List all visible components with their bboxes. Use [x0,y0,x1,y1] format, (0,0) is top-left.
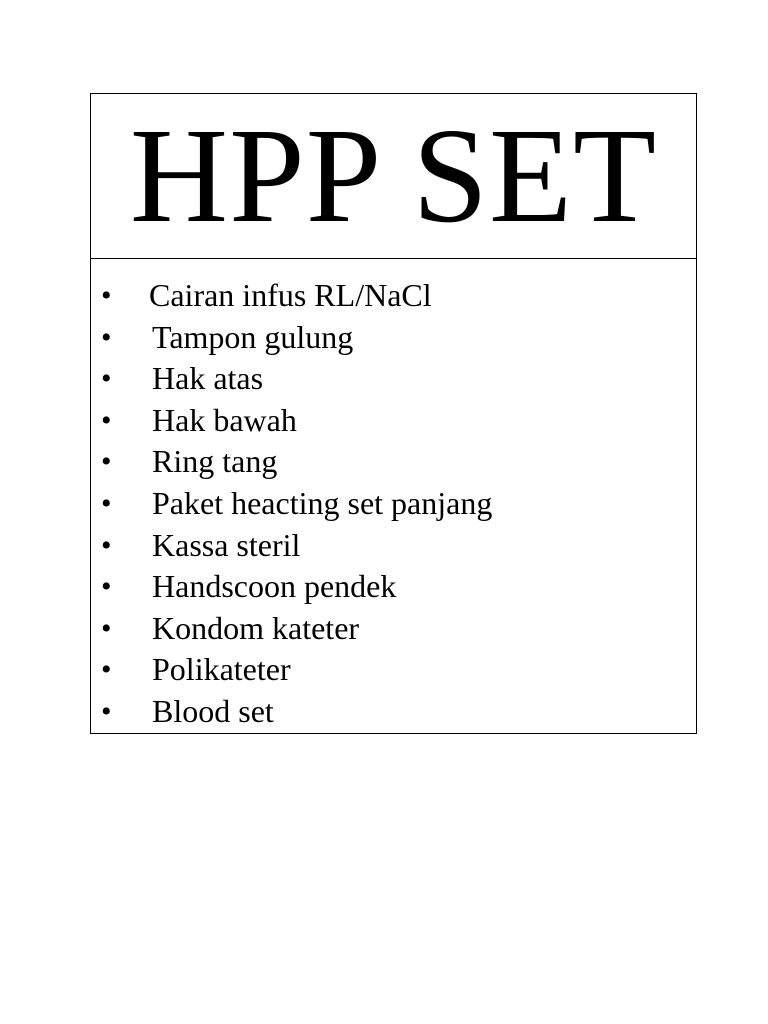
bullet-icon: • [101,694,112,728]
list-item [91,400,696,442]
list-item-label: Blood set [152,692,274,729]
items-row [91,259,697,734]
list-item [91,275,696,317]
list-item-label: Kassa steril [152,526,301,563]
bullet-icon: • [101,486,112,520]
list-item-label: Polikateter [152,651,291,688]
bullet-icon: • [101,570,112,604]
list-item [91,358,696,400]
list-item [91,483,696,525]
list-item [91,649,696,691]
list-item-label: Ring tang [152,443,278,480]
bullet-icon: • [101,320,112,354]
list-item-label: Tampon gulung [152,318,354,355]
list-item [91,566,696,608]
bullet-icon: • [101,528,112,562]
bullet-icon: • [101,403,112,437]
item-list [91,259,696,733]
bullet-icon: • [101,279,112,312]
list-item-label: Handscoon pendek [152,568,397,605]
items-cell [91,259,697,734]
title-row [91,94,697,259]
bullet-icon: • [101,653,112,687]
list-item-label: Kondom kateter [152,609,360,646]
page-title: HPP SET [129,101,658,251]
list-item [91,317,696,359]
bullet-icon: • [101,611,112,645]
list-item [91,525,696,567]
list-item [91,608,696,650]
label-card-table [90,93,697,734]
list-item-label: Paket heacting set panjang [152,484,493,521]
title-cell [91,94,697,259]
list-item-label: Hak atas [152,360,264,397]
bullet-icon: • [101,445,112,479]
bullet-icon: • [101,362,112,396]
list-item-label: Hak bawah [152,401,297,438]
list-item [91,691,696,733]
list-item [91,441,696,483]
list-item-label: Cairan infus RL/NaCl [149,277,432,313]
